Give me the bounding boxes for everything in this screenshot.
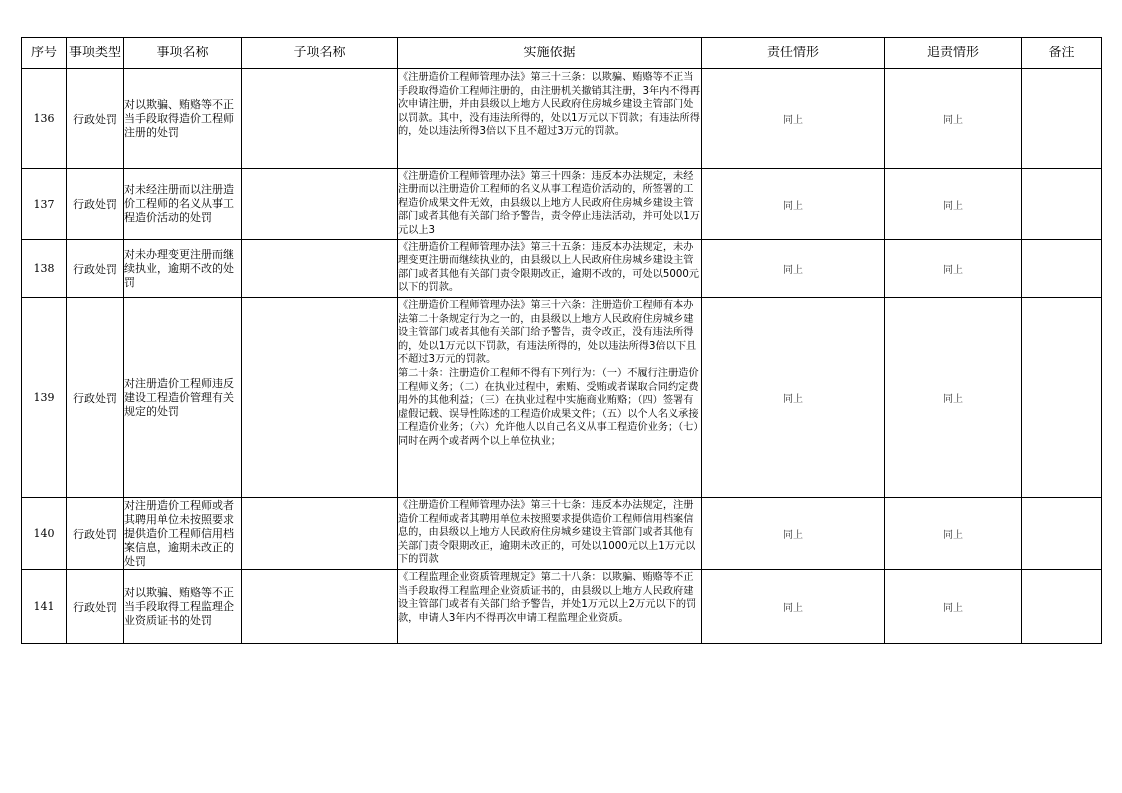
row-note — [1022, 498, 1102, 570]
row-seq: 141 — [22, 570, 67, 644]
row-basis-text: 《工程监理企业资质管理规定》第二十八条：以欺骗、贿赂等不正当手段取得工程监理企业资质证书的，由县级以上地方人民政府建设主管部门或者有关部门给予警告，并处1万元以上2万元以下的罚款，申请人3年内不得再次申请工程监理企业资质。 — [398, 572, 697, 624]
row-seq: 139 — [22, 298, 67, 498]
row-note — [1022, 298, 1102, 498]
penalty-items-table — [21, 37, 1102, 644]
row-sub — [242, 298, 398, 498]
row-basis — [398, 169, 702, 240]
row-basis-text: 《注册造价工程师管理办法》第三十三条：以欺骗、贿赂等不正当手段取得造价工程师注册的，由注册机关撤销其注册，3年内不得再次申请注册，并由县级以上地方人民政府住房城乡建设主管部门处以罚款。其中，没有违法所得的，处以1万元以下罚款；有违法所得的，处以违法所得3倍以下且不超过3万元的罚款。 — [398, 72, 700, 138]
row-seq: 137 — [22, 169, 67, 240]
row-resp: 同上 — [702, 298, 885, 498]
row-sub — [242, 169, 398, 240]
header-seq: 序号 — [22, 38, 67, 69]
row-pursue: 同上 — [885, 298, 1022, 498]
row-type: 行政处罚 — [67, 169, 124, 240]
table-row — [22, 69, 1102, 169]
table-row — [22, 240, 1102, 298]
row-note — [1022, 240, 1102, 298]
row-name: 对未经注册而以注册造价工程师的名义从事工程造价活动的处罚 — [124, 169, 242, 240]
row-seq: 138 — [22, 240, 67, 298]
header-pursue: 追责情形 — [885, 38, 1022, 69]
row-resp: 同上 — [702, 570, 885, 644]
row-note — [1022, 169, 1102, 240]
table-row — [22, 298, 1102, 498]
row-sub — [242, 570, 398, 644]
row-name: 对注册造价工程师或者其聘用单位未按照要求提供造价工程师信用档案信息，逾期未改正的处罚 — [124, 498, 242, 570]
header-sub: 子项名称 — [242, 38, 398, 69]
row-basis — [398, 570, 702, 644]
row-pursue: 同上 — [885, 240, 1022, 298]
row-sub — [242, 498, 398, 570]
row-basis-text: 《注册造价工程师管理办法》第三十六条：注册造价工程师有本办法第二十条规定行为之一的，由县级以上地方人民政府住房城乡建设主管部门或者其他有关部门给予警告，责令改正，没有违法所得的，处以1万元以下罚款，有违法所得的，处以违法所得3倍以下且不超过3万元的罚款。 第二十条：注册造价工程师不得有下列行为：（一）不履行注册造价工程师义务；（二）在执业过程中，索贿、受贿或者谋取合同约定费用外的其他利益；（三）在执业过程中实施商业贿赂；（四）签署有虚假记载、误导性陈述的工程造价成果文件；（五）以个人名义承接工程造价业务；（六）允许他人以自己名义从事工程造价业务；（七）同时在两个或者两个以上单位执业； — [398, 300, 699, 447]
row-type: 行政处罚 — [67, 498, 124, 570]
header-resp: 责任情形 — [702, 38, 885, 69]
table-row — [22, 570, 1102, 644]
row-basis-text: 《注册造价工程师管理办法》第三十七条：违反本办法规定，注册造价工程师或者其聘用单位未按照要求提供造价工程师信用档案信息的，由县级以上地方人民政府住房城乡建设主管部门或者其他有关部门责令限期改正，逾期未改正的，可处以1000元以上1万元以下的罚款 — [398, 500, 696, 566]
row-name: 对以欺骗、贿赂等不正当手段取得造价工程师注册的处罚 — [124, 69, 242, 169]
row-basis-text: 《注册造价工程师管理办法》第三十五条：违反本办法规定，未办理变更注册而继续执业的，由县级以上人民政府住房城乡建设主管部门或者其他有关部门责令限期改正，逾期不改的，可处以5000元以下的罚款。 — [398, 241, 699, 294]
row-sub — [242, 240, 398, 298]
row-pursue: 同上 — [885, 498, 1022, 570]
row-type: 行政处罚 — [67, 298, 124, 498]
row-seq: 136 — [22, 69, 67, 169]
row-resp: 同上 — [702, 240, 885, 298]
row-resp: 同上 — [702, 69, 885, 169]
row-basis — [398, 498, 702, 570]
row-name: 对以欺骗、贿赂等不正当手段取得工程监理企业资质证书的处罚 — [124, 570, 242, 644]
row-seq: 140 — [22, 498, 67, 570]
row-name: 对注册造价工程师违反建设工程造价管理有关规定的处罚 — [124, 298, 242, 498]
row-note — [1022, 570, 1102, 644]
row-pursue: 同上 — [885, 570, 1022, 644]
row-name: 对未办理变更注册而继续执业，逾期不改的处罚 — [124, 240, 242, 298]
row-type: 行政处罚 — [67, 69, 124, 169]
row-basis-text: 《注册造价工程师管理办法》第三十四条：违反本办法规定，未经注册而以注册造价工程师的名义从事工程造价活动的，所签署的工程造价成果文件无效，由县级以上地方人民政府住房城乡建设主管部门或者其他有关部门给予警告，责令停止违法活动，并可处以1万元以上3 — [398, 170, 700, 236]
row-resp: 同上 — [702, 498, 885, 570]
row-basis — [398, 298, 702, 498]
row-type: 行政处罚 — [67, 240, 124, 298]
row-note — [1022, 69, 1102, 169]
header-note: 备注 — [1022, 38, 1102, 69]
row-type: 行政处罚 — [67, 570, 124, 644]
header-basis: 实施依据 — [398, 38, 702, 69]
row-pursue: 同上 — [885, 169, 1022, 240]
table-row — [22, 169, 1102, 240]
header-name: 事项名称 — [124, 38, 242, 69]
row-basis — [398, 69, 702, 169]
row-resp: 同上 — [702, 169, 885, 240]
row-basis — [398, 240, 702, 298]
row-pursue: 同上 — [885, 69, 1022, 169]
table-row — [22, 498, 1102, 570]
row-sub — [242, 69, 398, 169]
header-type: 事项类型 — [67, 38, 124, 69]
header-row — [22, 38, 1102, 69]
